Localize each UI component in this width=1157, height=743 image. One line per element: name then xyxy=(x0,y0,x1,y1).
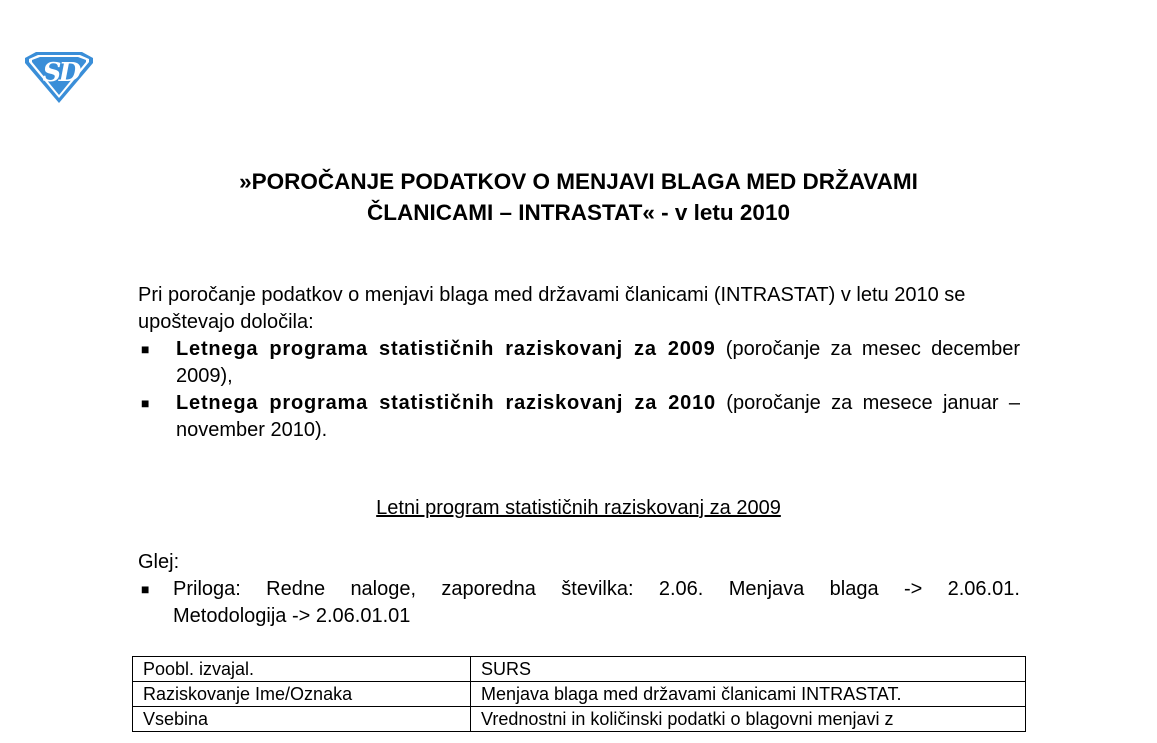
reference-word: 2.06. xyxy=(658,578,704,600)
bullet-bold-text: Letnega programa statističnih raziskovanj za 2010 xyxy=(176,392,716,414)
list-item xyxy=(138,576,1020,630)
bullet-bold-text: Letnega programa statističnih raziskovanj za 2009 xyxy=(176,338,716,360)
list-item xyxy=(138,390,1020,444)
sd-logo-icon xyxy=(22,50,96,104)
reference-word: naloge, xyxy=(350,578,417,600)
bullet-square-icon: ■ xyxy=(141,581,150,597)
program-info-table xyxy=(132,656,1026,732)
table-key-cell: Poobl. izvajal. xyxy=(133,657,471,682)
svg-text:S: S xyxy=(42,58,62,88)
table-value-cell: SURS xyxy=(471,657,1026,682)
reference-word: 2.06.01. xyxy=(947,578,1020,600)
reference-line-1 xyxy=(173,576,1020,603)
table-row xyxy=(133,657,1026,682)
reference-word: Priloga: xyxy=(173,578,241,600)
intro-paragraph: Pri poročanje podatkov o menjavi blaga med državami članicami (INTRASTAT) v letu 2010 se upoštevajo določila: xyxy=(138,284,966,333)
bullet-square-icon: ■ xyxy=(141,395,150,411)
glej-label: Glej: xyxy=(138,551,180,573)
reference-word: številka: xyxy=(561,578,634,600)
reference-word: -> xyxy=(903,578,923,600)
table-value-cell: Menjava blaga med državami članicami INTRASTAT. xyxy=(471,682,1026,707)
table-row xyxy=(133,682,1026,707)
intro-bullet-list xyxy=(138,336,1020,444)
reference-word: blaga xyxy=(829,578,879,600)
reference-line-2: Metodologija -> 2.06.01.01 xyxy=(173,605,411,627)
section-heading-text: Letni program statističnih raziskovanj za 2009 xyxy=(376,497,781,519)
svg-text:D: D xyxy=(58,58,82,88)
table-row xyxy=(133,707,1026,732)
section-heading xyxy=(0,495,1157,522)
bullet-text: (poročanje za mesece januar – november 2010). xyxy=(176,392,1021,441)
page-title xyxy=(0,166,1157,228)
list-item xyxy=(138,336,1020,390)
table-key-cell: Vsebina xyxy=(133,707,471,732)
reference-word: Redne xyxy=(266,578,326,600)
title-line-2: ČLANICAMI – INTRASTAT« - v letu 2010 xyxy=(367,200,790,225)
reference-word: zaporedna xyxy=(441,578,536,600)
title-line-1: »POROČANJE PODATKOV O MENJAVI BLAGA MED DRŽAVAMI xyxy=(239,169,918,194)
table-value-cell: Vrednostni in količinski podatki o blagovni menjavi z xyxy=(471,707,1026,732)
reference-word: Menjava xyxy=(728,578,805,600)
bullet-square-icon: ■ xyxy=(141,341,150,357)
reference-bullet-list xyxy=(138,576,1020,630)
bullet-text: (poročanje za mesec december 2009), xyxy=(176,338,1021,387)
table-key-cell: Raziskovanje Ime/Oznaka xyxy=(133,682,471,707)
